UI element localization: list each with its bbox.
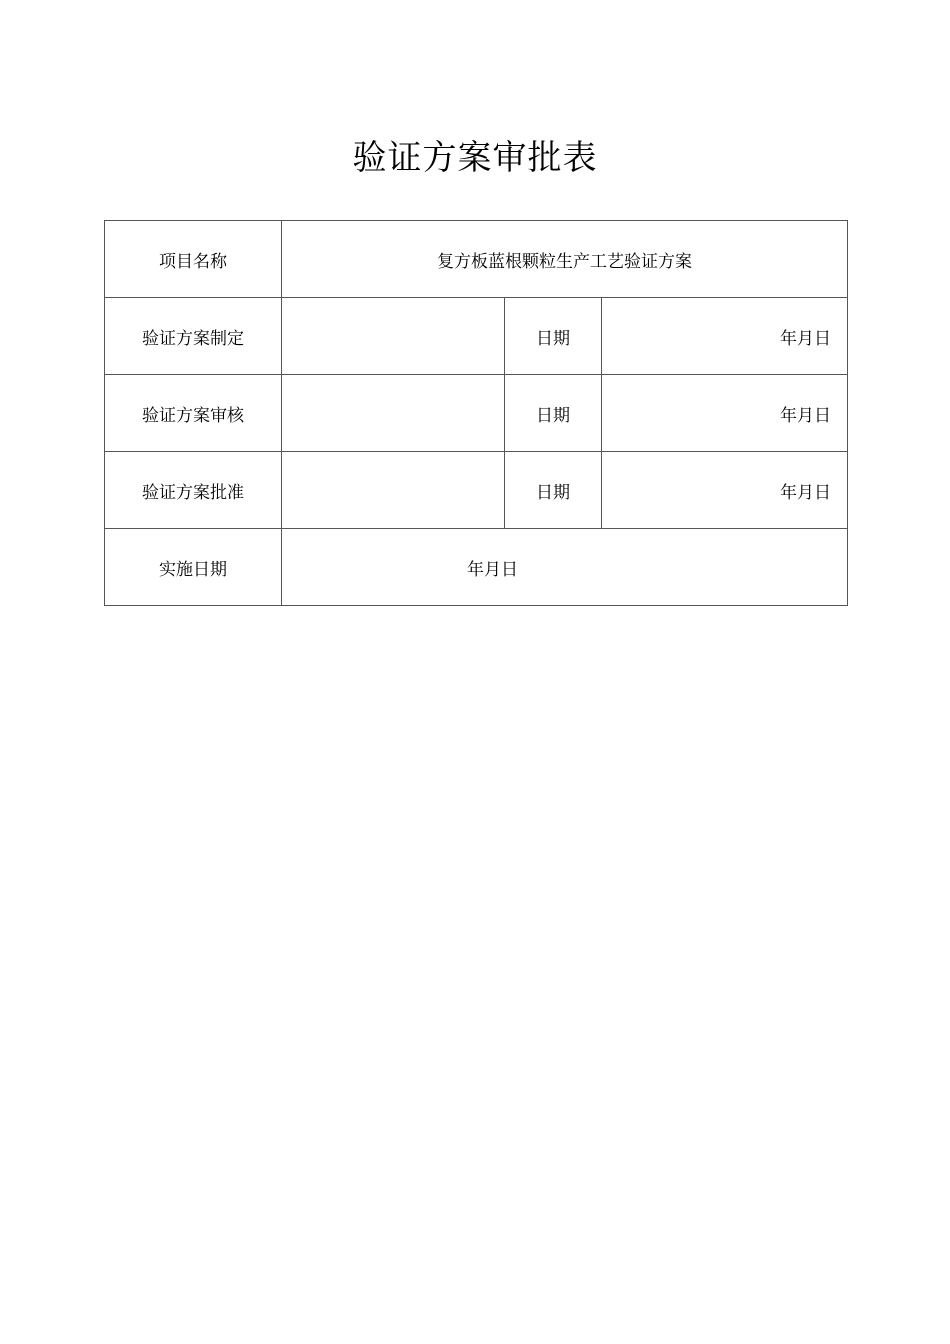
approved-signature-cell (282, 452, 505, 529)
table-row (105, 375, 848, 452)
table-row (105, 452, 848, 529)
date-value: 年月日 (602, 298, 848, 375)
project-name-label: 项目名称 (105, 221, 282, 298)
date-label: 日期 (505, 298, 602, 375)
prepared-label: 验证方案制定 (105, 298, 282, 375)
reviewed-signature-cell (282, 375, 505, 452)
page-title: 验证方案审批表 (352, 138, 598, 178)
project-name-value: 复方板蓝根颗粒生产工艺验证方案 (282, 221, 848, 298)
project-name-row (105, 221, 848, 298)
approved-label: 验证方案批准 (105, 452, 282, 529)
date-value: 年月日 (602, 452, 848, 529)
table-row (105, 298, 848, 375)
implementation-date-value: 年月日 (282, 529, 848, 606)
date-value: 年月日 (602, 375, 848, 452)
prepared-signature-cell (282, 298, 505, 375)
reviewed-label: 验证方案审核 (105, 375, 282, 452)
approval-table (104, 220, 848, 606)
date-label: 日期 (505, 452, 602, 529)
implementation-date-label: 实施日期 (105, 529, 282, 606)
implementation-row (105, 529, 848, 606)
date-label: 日期 (505, 375, 602, 452)
